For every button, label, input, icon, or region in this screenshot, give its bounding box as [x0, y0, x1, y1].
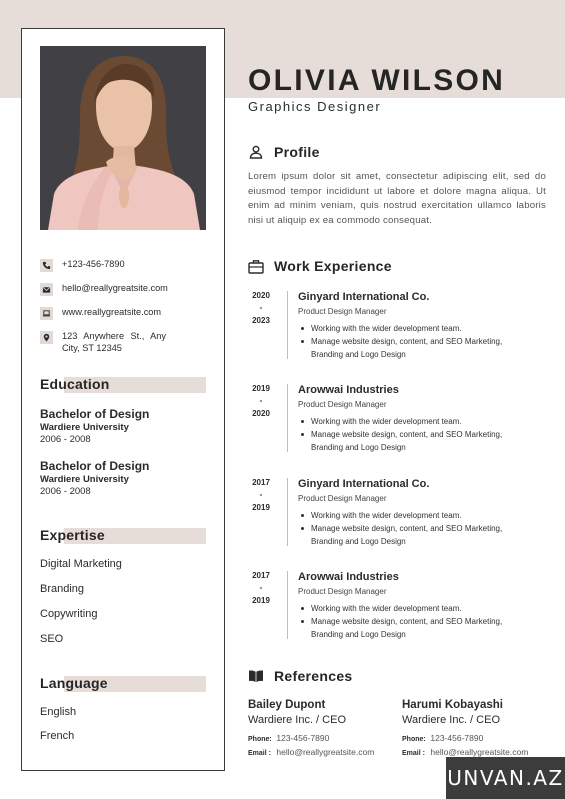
expertise-item: Digital Marketing — [40, 558, 122, 570]
work-entry — [248, 478, 548, 558]
job-bullet: Working with the wider development team. — [311, 602, 533, 615]
contact-email — [40, 282, 210, 296]
user-icon — [248, 144, 264, 160]
expertise-item: Copywriting — [40, 608, 98, 620]
language-item: English — [40, 706, 77, 718]
job-end-year: 2019 — [252, 596, 270, 605]
education-years: 2006 - 2008 — [40, 434, 91, 445]
job-start-year: 2017 — [252, 571, 270, 580]
address-text: 123 Anywhere St., Any City, ST 12345 — [62, 331, 166, 353]
language-heading-text: Language — [40, 675, 108, 691]
work-entry — [248, 571, 548, 651]
expertise-list — [40, 557, 210, 646]
reference-name: Harumi Kobayashi — [402, 699, 503, 711]
email-text[interactable]: hello@reallygreatsite.com — [62, 283, 168, 293]
job-bullets — [311, 415, 533, 454]
job-bullet: Manage website design, content, and SEO Marketing, Branding and Logo Design — [311, 335, 533, 361]
reference-company: Wardiere Inc. / CEO — [248, 714, 347, 726]
reference-phone: 123-456-7890 — [276, 733, 330, 743]
job-role: Product Design Manager — [298, 587, 387, 596]
education-school: Wardiere University — [40, 474, 129, 485]
reference-card — [402, 698, 552, 759]
language-item: French — [40, 730, 75, 742]
work-heading — [248, 258, 392, 274]
references-heading-text: References — [274, 668, 353, 684]
education-school: Wardiere University — [40, 422, 129, 433]
website-text[interactable]: www.reallygreatsite.com — [62, 307, 162, 317]
phone-label: Phone: — [402, 736, 426, 743]
phone-icon — [40, 259, 53, 272]
expertise-item: Branding — [40, 583, 85, 595]
open-book-icon — [248, 668, 264, 684]
reference-phone: 123-456-7890 — [430, 733, 484, 743]
education-years: 2006 - 2008 — [40, 486, 91, 497]
language-heading — [40, 675, 206, 692]
job-bullet: Working with the wider development team. — [311, 322, 533, 335]
job-company: Ginyard International Co. — [298, 291, 430, 303]
email-label: Email : — [248, 750, 271, 757]
work-entry — [248, 291, 548, 371]
reference-phone-row — [248, 733, 398, 745]
job-bullets — [311, 509, 533, 548]
email-label: Email : — [402, 750, 425, 757]
phone-text: +123-456-7890 — [62, 259, 125, 269]
candidate-title: Graphics Designer — [248, 99, 382, 114]
year-separator: - — [259, 583, 263, 592]
profile-heading-text: Profile — [274, 144, 320, 160]
job-end-year: 2019 — [252, 503, 270, 512]
job-company: Arowwai Industries — [298, 571, 399, 583]
job-bullets — [311, 322, 533, 361]
job-bullet: Working with the wider development team. — [311, 415, 533, 428]
work-heading-text: Work Experience — [274, 258, 392, 274]
laptop-icon — [40, 307, 53, 320]
site-watermark: UNVAN.AZ — [446, 757, 565, 799]
education-degree: Bachelor of Design — [40, 407, 150, 421]
job-role: Product Design Manager — [298, 400, 387, 409]
timeline-line — [287, 478, 288, 546]
reference-phone-row — [402, 733, 552, 745]
contact-address — [40, 330, 210, 354]
job-role: Product Design Manager — [298, 494, 387, 503]
candidate-name: OLIVIA WILSON — [248, 64, 506, 97]
job-end-year: 2020 — [252, 409, 270, 418]
reference-card — [248, 698, 398, 759]
references-heading — [248, 668, 353, 684]
reference-company: Wardiere Inc. / CEO — [402, 714, 501, 726]
timeline-line — [287, 384, 288, 452]
phone-label: Phone: — [248, 736, 272, 743]
reference-email[interactable]: hello@reallygreatsite.com — [276, 747, 375, 757]
profile-heading — [248, 144, 320, 160]
language-list — [40, 705, 210, 743]
job-company: Ginyard International Co. — [298, 478, 430, 490]
job-bullet: Manage website design, content, and SEO Marketing, Branding and Logo Design — [311, 428, 533, 454]
profile-summary: Lorem ipsum dolor sit amet, consectetur adipiscing elit, sed do eiusmod tempor incididunt ut labore et dolore magna aliqua. Ut enim ad minim veniam, quis nostrud exercitation ullamco laboris nisi ut aliquip ex ea commodo consequat. — [248, 171, 546, 226]
job-company: Arowwai Industries — [298, 384, 399, 396]
job-bullet: Working with the wider development team. — [311, 509, 533, 522]
contact-list — [40, 258, 210, 354]
reference-email-row — [248, 747, 398, 759]
job-start-year: 2019 — [252, 384, 270, 393]
job-bullets — [311, 602, 533, 641]
reference-name: Bailey Dupont — [248, 699, 326, 711]
reference-email[interactable]: hello@reallygreatsite.com — [430, 747, 529, 757]
expertise-item: SEO — [40, 633, 64, 645]
location-pin-icon — [40, 331, 53, 344]
job-end-year: 2023 — [252, 316, 270, 325]
briefcase-icon — [248, 258, 264, 274]
year-separator: - — [259, 490, 263, 499]
education-degree: Bachelor of Design — [40, 459, 150, 473]
timeline-line — [287, 291, 288, 359]
timeline-line — [287, 571, 288, 639]
envelope-icon — [40, 283, 53, 296]
job-bullet: Manage website design, content, and SEO Marketing, Branding and Logo Design — [311, 522, 533, 548]
portrait-illustration — [40, 46, 206, 230]
contact-website — [40, 306, 210, 320]
job-start-year: 2017 — [252, 478, 270, 487]
job-bullet: Manage website design, content, and SEO Marketing, Branding and Logo Design — [311, 615, 533, 641]
year-separator: - — [259, 303, 263, 312]
contact-phone — [40, 258, 210, 272]
education-heading-text: Education — [40, 376, 110, 392]
education-heading — [40, 376, 206, 393]
profile-photo — [40, 46, 206, 230]
expertise-heading — [40, 527, 206, 544]
job-start-year: 2020 — [252, 291, 270, 300]
work-entry — [248, 384, 548, 464]
job-role: Product Design Manager — [298, 307, 387, 316]
year-separator: - — [259, 396, 263, 405]
expertise-heading-text: Expertise — [40, 527, 105, 543]
education-item — [40, 407, 210, 446]
education-item — [40, 459, 210, 498]
